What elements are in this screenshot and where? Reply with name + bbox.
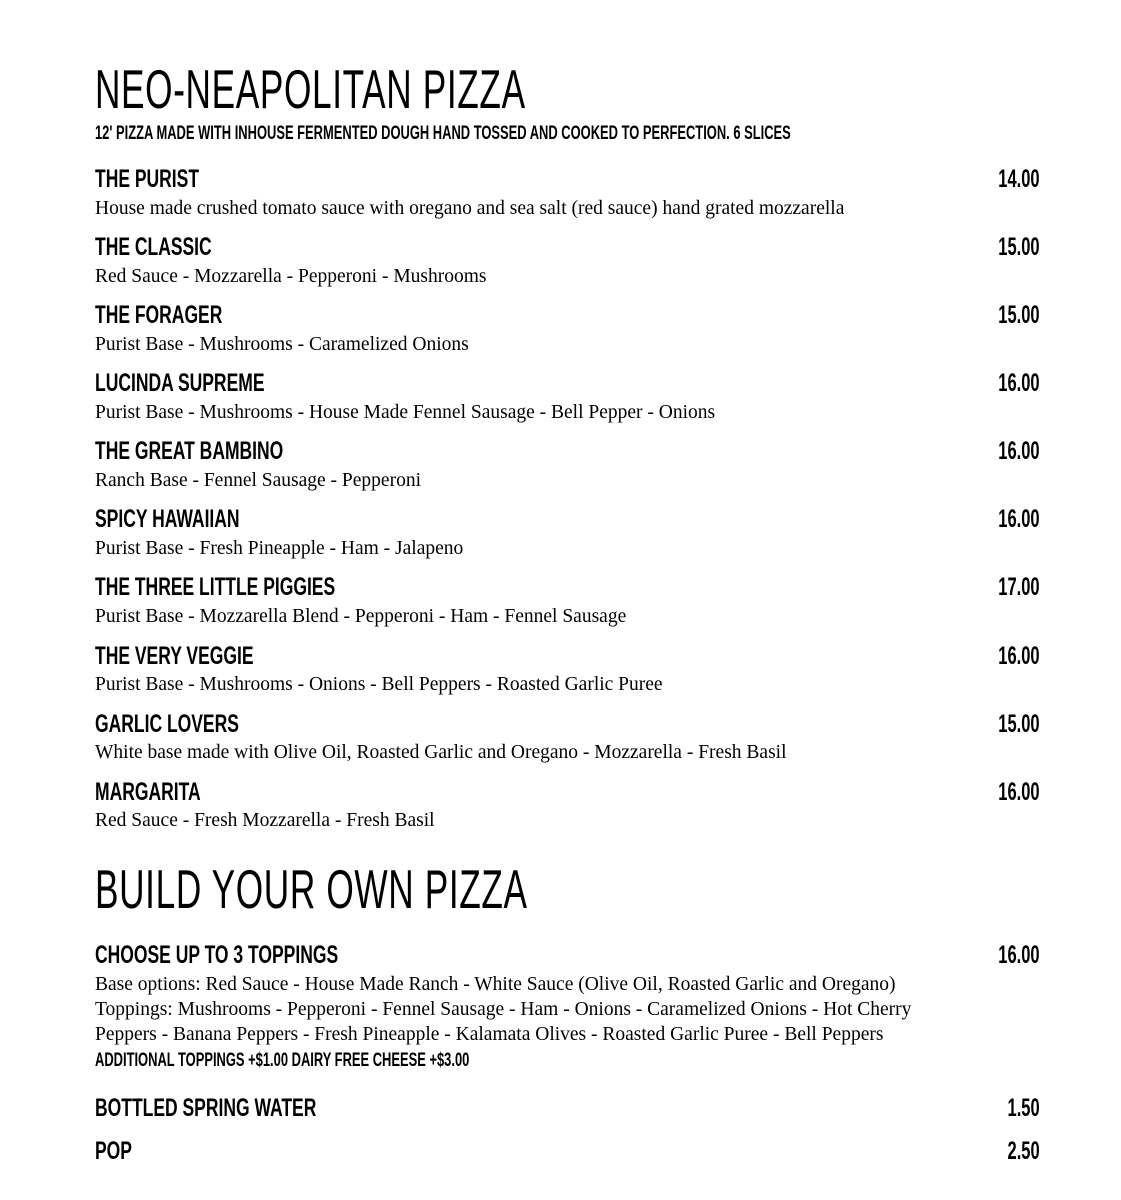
item-price: 16.00: [998, 641, 1040, 670]
item-price: 16.00: [998, 777, 1040, 806]
menu-item-the-forager: [95, 301, 1040, 357]
menu-item-the-very-veggie: [95, 642, 1040, 698]
menu-item-spicy-hawaiian: [95, 505, 1040, 561]
item-description: House made crushed tomato sauce with oregano and sea salt (red sauce) hand grated mozzarella: [95, 197, 845, 219]
item-row: [95, 642, 1040, 671]
item-name: CHOOSE UP TO 3 TOPPINGS: [95, 940, 339, 969]
item-description: Base options: Red Sauce - House Made Ranch - White Sauce (Olive Oil, Roasted Garlic and Oregano) Toppings: Mushrooms - Pepperoni - Fennel Sausage - Ham - Onions - Caramelized Onions - Hot Cherry Peppers - Banana Peppers - Fresh Pineapple - Kalamata Olives - Roasted Garlic Puree - Bell Peppers: [95, 973, 912, 1046]
item-description: Purist Base - Mushrooms - House Made Fennel Sausage - Bell Pepper - Onions: [95, 401, 716, 423]
spacer: [95, 1083, 1040, 1094]
item-row: [95, 165, 1040, 194]
menu-item-margarita: [95, 778, 1040, 834]
item-note: ADDITIONAL TOPPINGS +$1.00 DAIRY FREE CHEESE +$3.00: [95, 1049, 470, 1071]
item-price: 16.00: [998, 437, 1040, 466]
item-name: THE CLASSIC: [95, 232, 212, 261]
item-price: 15.00: [998, 709, 1040, 738]
menu-item-lucinda-supreme: [95, 369, 1040, 425]
item-price: 17.00: [998, 573, 1040, 602]
item-price: 16.00: [998, 505, 1040, 534]
item-price: 15.00: [998, 301, 1040, 330]
item-description: Purist Base - Fresh Pineapple - Ham - Jalapeno: [95, 538, 464, 560]
menu-item-the-purist: [95, 165, 1040, 221]
item-row: [95, 1094, 1040, 1123]
item-row: [95, 941, 1040, 970]
menu-item-choose-up-to-3-toppings: [95, 941, 1040, 1072]
item-row: [95, 301, 1040, 330]
item-name: THE VERY VEGGIE: [95, 641, 254, 670]
menu-item-pop: [95, 1137, 1040, 1166]
menu-list: [95, 165, 1040, 834]
item-price: 2.50: [1007, 1137, 1040, 1166]
item-description: Red Sauce - Fresh Mozzarella - Fresh Basil: [95, 810, 435, 832]
item-name: POP: [95, 1137, 132, 1166]
item-name: THE GREAT BAMBINO: [95, 437, 284, 466]
item-description: Ranch Base - Fennel Sausage - Pepperoni: [95, 470, 421, 492]
section-neo-neapolitan: [95, 58, 1040, 834]
item-row: [95, 1137, 1040, 1166]
item-row: [95, 573, 1040, 602]
menu-list: [95, 941, 1040, 1166]
item-row: [95, 710, 1040, 739]
section-title-text: NEO-NEAPOLITAN PIZZA: [95, 58, 526, 120]
menu-item-the-great-bambino: [95, 437, 1040, 493]
item-row: [95, 369, 1040, 398]
item-row: [95, 778, 1040, 807]
item-name: THE PURIST: [95, 164, 200, 193]
item-price: 16.00: [998, 369, 1040, 398]
item-description: Purist Base - Mozzarella Blend - Pepperoni - Ham - Fennel Sausage: [95, 606, 627, 628]
section-subtitle-text: 12' PIZZA MADE WITH INHOUSE FERMENTED DOUGH HAND TOSSED AND COOKED TO PERFECTION. 6 SLICES: [95, 123, 791, 144]
item-description: Red Sauce - Mozzarella - Pepperoni - Mushrooms: [95, 265, 487, 287]
menu-item-the-three-little-piggies: [95, 573, 1040, 629]
section-subtitle: [95, 124, 1040, 145]
menu-item-the-classic: [95, 233, 1040, 289]
section-title: [95, 58, 1040, 120]
item-price: 15.00: [998, 232, 1040, 261]
item-name: GARLIC LOVERS: [95, 709, 239, 738]
section-build-your-own: [95, 857, 1040, 1166]
item-name: MARGARITA: [95, 777, 201, 806]
menu-item-bottled-spring-water: [95, 1094, 1040, 1123]
item-price: 1.50: [1007, 1094, 1040, 1123]
item-description: White base made with Olive Oil, Roasted Garlic and Oregano - Mozzarella - Fresh Basil: [95, 742, 787, 764]
item-row: [95, 437, 1040, 466]
item-name: BOTTLED SPRING WATER: [95, 1094, 317, 1123]
item-name: THE FORAGER: [95, 301, 223, 330]
item-name: SPICY HAWAIIAN: [95, 505, 240, 534]
section-title: [95, 857, 1040, 920]
item-description: Purist Base - Mushrooms - Onions - Bell Peppers - Roasted Garlic Puree: [95, 674, 663, 696]
item-name: THE THREE LITTLE PIGGIES: [95, 573, 336, 602]
menu-item-garlic-lovers: [95, 710, 1040, 766]
item-description: Purist Base - Mushrooms - Caramelized Onions: [95, 333, 469, 355]
item-price: 16.00: [998, 940, 1040, 969]
item-price: 14.00: [998, 164, 1040, 193]
item-name: LUCINDA SUPREME: [95, 369, 265, 398]
item-row: [95, 233, 1040, 262]
item-row: [95, 505, 1040, 534]
section-title-text: BUILD YOUR OWN PIZZA: [95, 857, 528, 920]
